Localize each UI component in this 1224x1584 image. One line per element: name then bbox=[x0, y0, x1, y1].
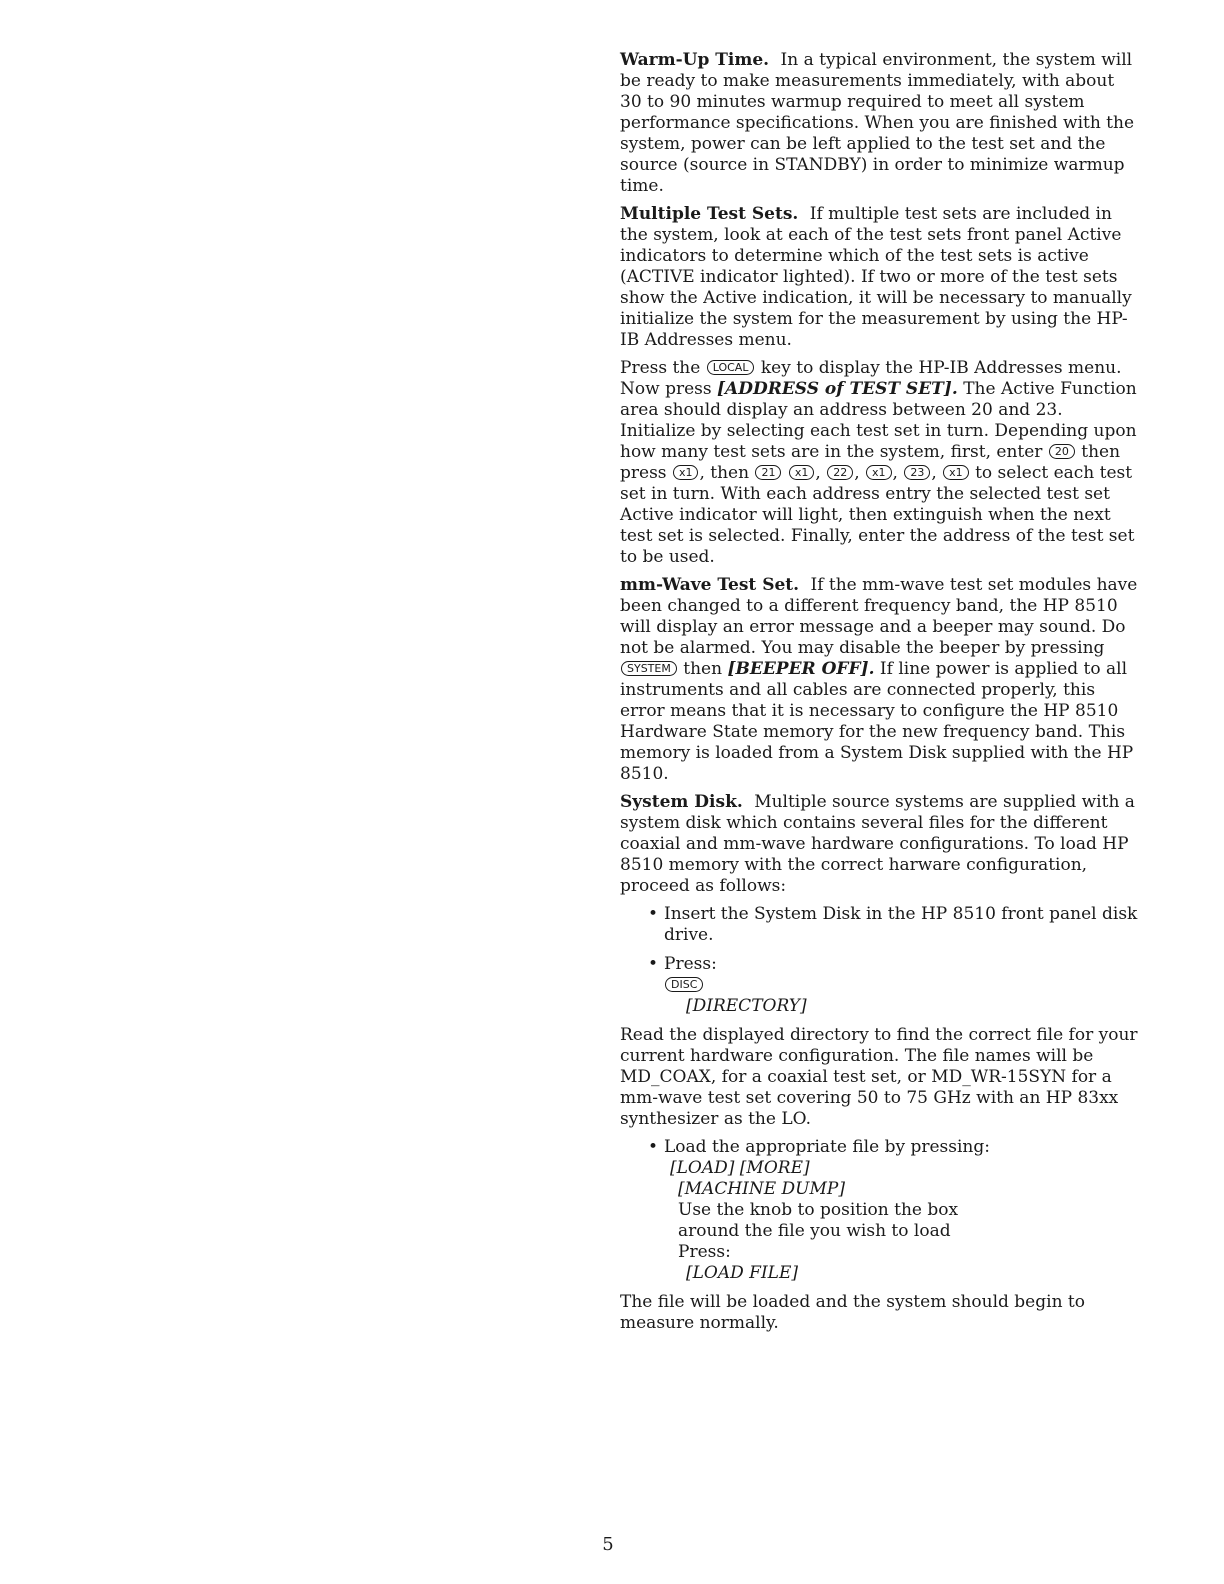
local-key: LOCAL bbox=[707, 360, 755, 375]
knob-instruction-2: around the file you wish to load bbox=[678, 1221, 951, 1241]
comma: , bbox=[892, 463, 898, 483]
bullet-text: Load the appropriate file by pressing: bbox=[664, 1137, 990, 1157]
disk-text: Multiple source systems are supplied with a system disk which contains several files for the different coaxial and mm-wave hardware configurations. To load HP 8510 memory with the correct harware configuration, proceed as follows: bbox=[620, 792, 1135, 896]
key-x1: x1 bbox=[943, 465, 969, 480]
machine-dump-softkey: [MACHINE DUMP] bbox=[678, 1179, 845, 1199]
list-item bbox=[620, 904, 1140, 946]
text-column bbox=[620, 50, 1140, 1341]
key-20: 20 bbox=[1049, 444, 1075, 459]
press-text-1: Press the bbox=[620, 358, 701, 378]
comma: , bbox=[931, 463, 937, 483]
comma: , bbox=[854, 463, 860, 483]
press-text-4: then press bbox=[620, 442, 1121, 483]
mmwave-paragraph bbox=[620, 575, 1140, 785]
key-x1: x1 bbox=[673, 465, 699, 480]
list-item bbox=[620, 954, 1140, 1017]
press-text-6: to select each test set in turn. With each address entry the selected test set Active indicator will light, then extinguish when the next test set is selected. Finally, enter the address of the test set to be used. bbox=[620, 463, 1135, 567]
load-more-softkeys: [LOAD] [MORE] bbox=[670, 1158, 810, 1178]
key-x1: x1 bbox=[866, 465, 892, 480]
final-paragraph: The file will be loaded and the system should begin to measure normally. bbox=[620, 1292, 1085, 1333]
multiple-text: If multiple test sets are included in the system, look at each of the test sets front panel Active indicators to determine which of the test sets is active (ACTIVE indicator lighted). If two or more of the test sets show the Active indication, it will be necessary to manually initialize the system for the measurement by using the HP-IB Addresses menu. bbox=[620, 204, 1132, 350]
mmwave-text-3: If line power is applied to all instruments and all cables are connected properly, this error means that it is necessary to configure the HP 8510 Hardware State memory for the new frequency band. This memory is loaded from a System Disk supplied with the HP 8510. bbox=[620, 659, 1134, 784]
beeper-off-softkey: [BEEPER OFF]. bbox=[727, 659, 875, 679]
warmup-heading: Warm-Up Time. bbox=[620, 50, 770, 70]
address-softkey: [ADDRESS of TEST SET]. bbox=[717, 379, 958, 399]
load-file-softkey: [LOAD FILE] bbox=[686, 1263, 799, 1283]
disk-steps-list bbox=[620, 904, 1140, 1017]
press-label: Press: bbox=[678, 1242, 731, 1262]
press-text-3: The Active Function area should display an address between 20 and 23. Initialize by selecting each test set in turn. Depending upon how many test sets are in the system, first, enter bbox=[620, 379, 1137, 462]
page-number: 5 bbox=[602, 1534, 614, 1555]
multiple-heading: Multiple Test Sets. bbox=[620, 204, 799, 224]
key-22: 22 bbox=[827, 465, 853, 480]
press-text-5: , then bbox=[699, 463, 750, 483]
bullet: • bbox=[648, 1137, 659, 1157]
warmup-text: In a typical environment, the system will be ready to make measurements immediately, with about 30 to 90 minutes warmup required to meet all system performance specifications. When you are finished with the system, power can be left applied to the test set and the source (source in STANDBY) in order to minimize warmup time. bbox=[620, 50, 1135, 196]
key-x1: x1 bbox=[789, 465, 815, 480]
warmup-paragraph bbox=[620, 50, 1140, 197]
bullet: • bbox=[648, 904, 659, 924]
press-local-paragraph bbox=[620, 358, 1140, 568]
comma: , bbox=[815, 463, 821, 483]
key-21: 21 bbox=[755, 465, 781, 480]
system-key: SYSTEM bbox=[621, 661, 677, 676]
mmwave-text-2: then bbox=[683, 659, 723, 679]
load-steps-list bbox=[620, 1137, 1140, 1284]
directory-softkey: [DIRECTORY] bbox=[686, 996, 807, 1016]
read-directory-paragraph: Read the displayed directory to find the correct file for your current hardware configuration. The file names will be MD_COAX, for a coaxial test set, or MD_WR-15SYN for a mm-wave test set covering 50 to 75 GHz with an HP 83xx synthesizer as the LO. bbox=[620, 1025, 1138, 1129]
bullet-text: Press: bbox=[664, 954, 717, 974]
bullet-text: Insert the System Disk in the HP 8510 front panel disk drive. bbox=[664, 904, 1138, 945]
disc-key: DISC bbox=[665, 977, 703, 992]
disk-heading: System Disk. bbox=[620, 792, 743, 812]
bullet: • bbox=[648, 954, 659, 974]
knob-instruction-1: Use the knob to position the box bbox=[678, 1200, 959, 1220]
list-item bbox=[620, 1137, 1140, 1284]
multiple-test-sets-paragraph bbox=[620, 204, 1140, 351]
mmwave-text-1: If the mm-wave test set modules have been changed to a different frequency band, the HP 8510 will display an error message and a beeper may sound. Do not be alarmed. You may disable the beeper by pressing bbox=[620, 575, 1138, 658]
key-23: 23 bbox=[904, 465, 930, 480]
press-text-2: key to display the HP-IB Addresses menu. Now press bbox=[620, 358, 1122, 399]
mmwave-heading: mm-Wave Test Set. bbox=[620, 575, 800, 595]
system-disk-paragraph bbox=[620, 792, 1140, 897]
